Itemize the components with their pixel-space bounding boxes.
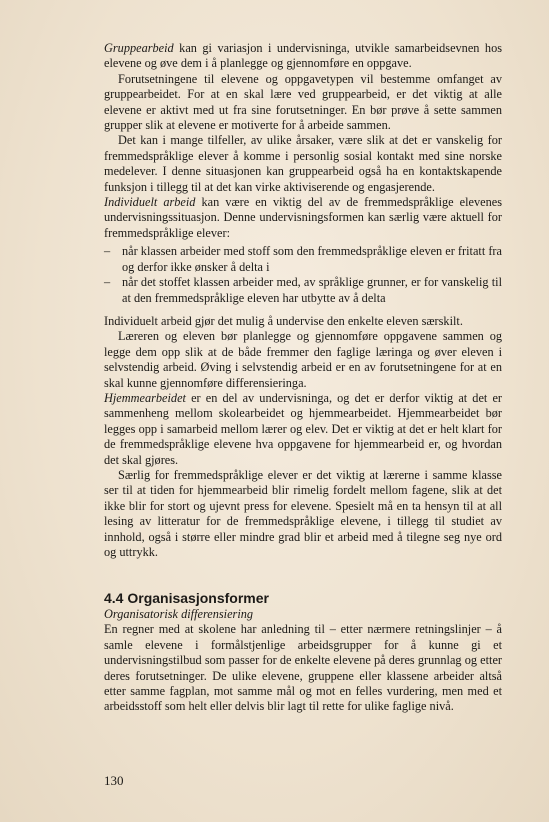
paragraph-saerskilt (104, 314, 502, 329)
paragraph-lead: Gruppearbeid (104, 41, 174, 55)
paragraph-forutsetningene (104, 72, 502, 134)
paragraph-individuelt (104, 195, 502, 241)
section-subheading: Organisatorisk differensiering (104, 607, 254, 622)
dash-list (104, 244, 502, 306)
paragraph-text: Det kan i mange tilfeller, av ulike årsaker, være slik at det er vanskelig for fremmedspråklige elever å komme i personlig sosial kontakt med sine norske medelever. I denne situasjonen kan gruppearbeid også ha en kontaktskapende funksjon i tillegg til at det kan virke aktiviserende og engasjerende. (104, 133, 502, 194)
paragraph-text: Forutsetningene til elevene og oppgavetypen vil bestemme omfanget av gruppearbeidet. For at en skal lære ved gruppearbeid, er det viktig at alle elevene er aktivt med ut fra sine forutsetninger. En bør prøve å sette sammen grupper slik at elevene er motiverte for å arbeide sammen. (104, 71, 502, 133)
paragraph-lead: Hjemmearbeidet (104, 390, 186, 405)
section-heading: 4.4 Organisasjonsformer (104, 590, 269, 607)
paragraph-gruppearbeid (104, 41, 502, 72)
body-text (104, 41, 502, 715)
paragraph-text: kan være en viktig del av de fremmedspråklige elevenes undervisningssituasjon. Denne undervisningsformen kan særlig være aktuell for fremmedspråklige elever: (104, 195, 503, 240)
paragraph-laereren (104, 329, 502, 391)
paragraph-hjemmearbeidet (104, 391, 502, 468)
paragraph-organisatorisk: En regner med at skolene har anledning til – etter nærmere retningslinjer – å samle elevene i formålstjenlige arbeidsgrupper for å kunne gi et undervisningstilbud som passer for de enkelte elevene på deres grunnlag og etter deres forutsetninger. De ulike elevene, gruppene eller klassene arbeider altså etter samme fagplan, mot samme mål og mot en felles vurdering, men med et arbeidsstoff som helt eller delvis blir lagt til rette for ulike faglige nivå. (104, 622, 502, 714)
paragraph-text: er en del av undervisninga, og det er derfor viktig at det er sammenheng mellom skolearbeidet og hjemmearbeidet. Hjemmearbeidet bør legges opp i samarbeid mellom lærer og elev. Det er viktig at det er helt klart for de fremmedspråklige elevene hva oppgavene for hjemmearbeid er, og hvordan det skal gjøres. (104, 390, 502, 467)
paragraph-text: Læreren og eleven bør planlegge og gjennomføre oppgavene sammen og legge dem opp slik at de både fremmer den faglige læringa og øver eleven i selvstendig arbeid. Øving i selvstendig arbeid er en av forutsetningene for at en skal kunne gjennomføre differensieringa. (104, 329, 502, 390)
paragraph-text: kan gi variasjon i undervisninga, utvikle samarbeidsevnen hos elevene og øve dem i å planlegge og gjennomføre en oppgave. (104, 41, 502, 71)
paragraph-kontakt (104, 133, 502, 195)
paragraph-saerlig (104, 468, 502, 560)
paragraph-text: Særlig for fremmedspråklige elever er det viktig at lærerne i samme klasse ser til at tiden for hjemmearbeid blir rimelig fordelt mellom fagene, slik at det ikke blir for stort og ujevnt press for elevene. Spesielt må en ta hensyn til at all lesing av litteratur for de fremmedspråklige elevene, i tillegg til studiet av innhold, også i større eller mindre grad blir et arbeid med å tilegne seg nye ord og uttrykk. (104, 467, 502, 559)
paragraph-lead: Individuelt arbeid (104, 195, 196, 210)
list-item: – når klassen arbeider med stoff som den fremmedspråklige eleven er fritatt fra og derfor ikke ønsker å delta i (104, 244, 502, 275)
list-item: – når det stoffet klassen arbeider med, av språklige grunner, er for vanskelig til at den fremmedspråklige eleven har utbytte av å delta (104, 275, 502, 306)
page-number: 130 (104, 773, 124, 788)
paragraph-text: Individuelt arbeid gjør det mulig å undervise den enkelte eleven særskilt. (104, 313, 463, 328)
